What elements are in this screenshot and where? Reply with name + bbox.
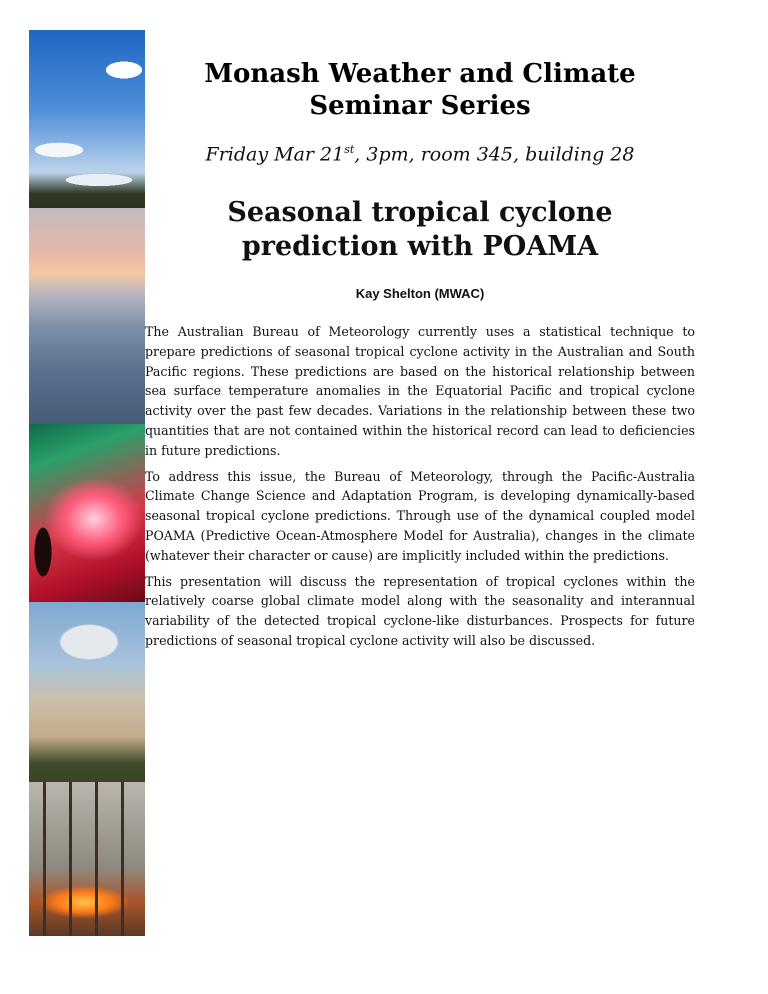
date-ordinal: st (344, 143, 355, 156)
bushfire-photo (29, 782, 145, 936)
abstract-paragraph-3: This presentation will discuss the representation of tropical cyclones within the relatively coarse global climate model along with the seasonality and interannual variability of the detected tropical cyclone-like disturbances. Prospects for future predictions of seasonal tropical cyclone activity will also be discussed. (145, 573, 695, 648)
abstract (145, 322, 695, 657)
series-title: Monash Weather and Climate Seminar Series (204, 59, 636, 121)
dust-storm-photo (29, 602, 145, 782)
photo-strip (29, 30, 145, 936)
event-date (145, 143, 695, 165)
abstract-paragraph-1: The Australian Bureau of Meteorology currently uses a statistical technique to prepare predictions of seasonal tropical cyclone activity in the Australian and South Pacific regions. These predictions are based on the historical relationship between sea surface temperature anomalies in the Equatorial Pacific and tropical cyclone activity over the past few decades. Variations in the relationship between these two quantities that are not contained within the historical record can lead to deficiencies in future predictions. (145, 324, 695, 458)
aurora-photo (29, 424, 145, 602)
date-location: , 3pm, room 345, building 28 (354, 143, 635, 166)
speaker-name: Kay Shelton (MWAC) (355, 286, 485, 301)
ocean-dusk-photo (29, 208, 145, 424)
talk-title: Seasonal tropical cyclone prediction with POAMA (227, 197, 613, 262)
sky-clouds-photo (29, 30, 145, 208)
date-main: Friday Mar 21 (205, 143, 345, 166)
abstract-paragraph-2: To address this issue, the Bureau of Meteorology, through the Pacific-Australia Climate Change Science and Adaptation Program, is developing dynamically-based seasonal tropical cyclone predictions. Through use of the dynamical coupled model POAMA (Predictive Ocean-Atmosphere Model for Australia), changes in the climate (whatever their character or cause) are implicitly included within the predictions. (145, 468, 695, 563)
tree-silhouette (29, 492, 57, 602)
